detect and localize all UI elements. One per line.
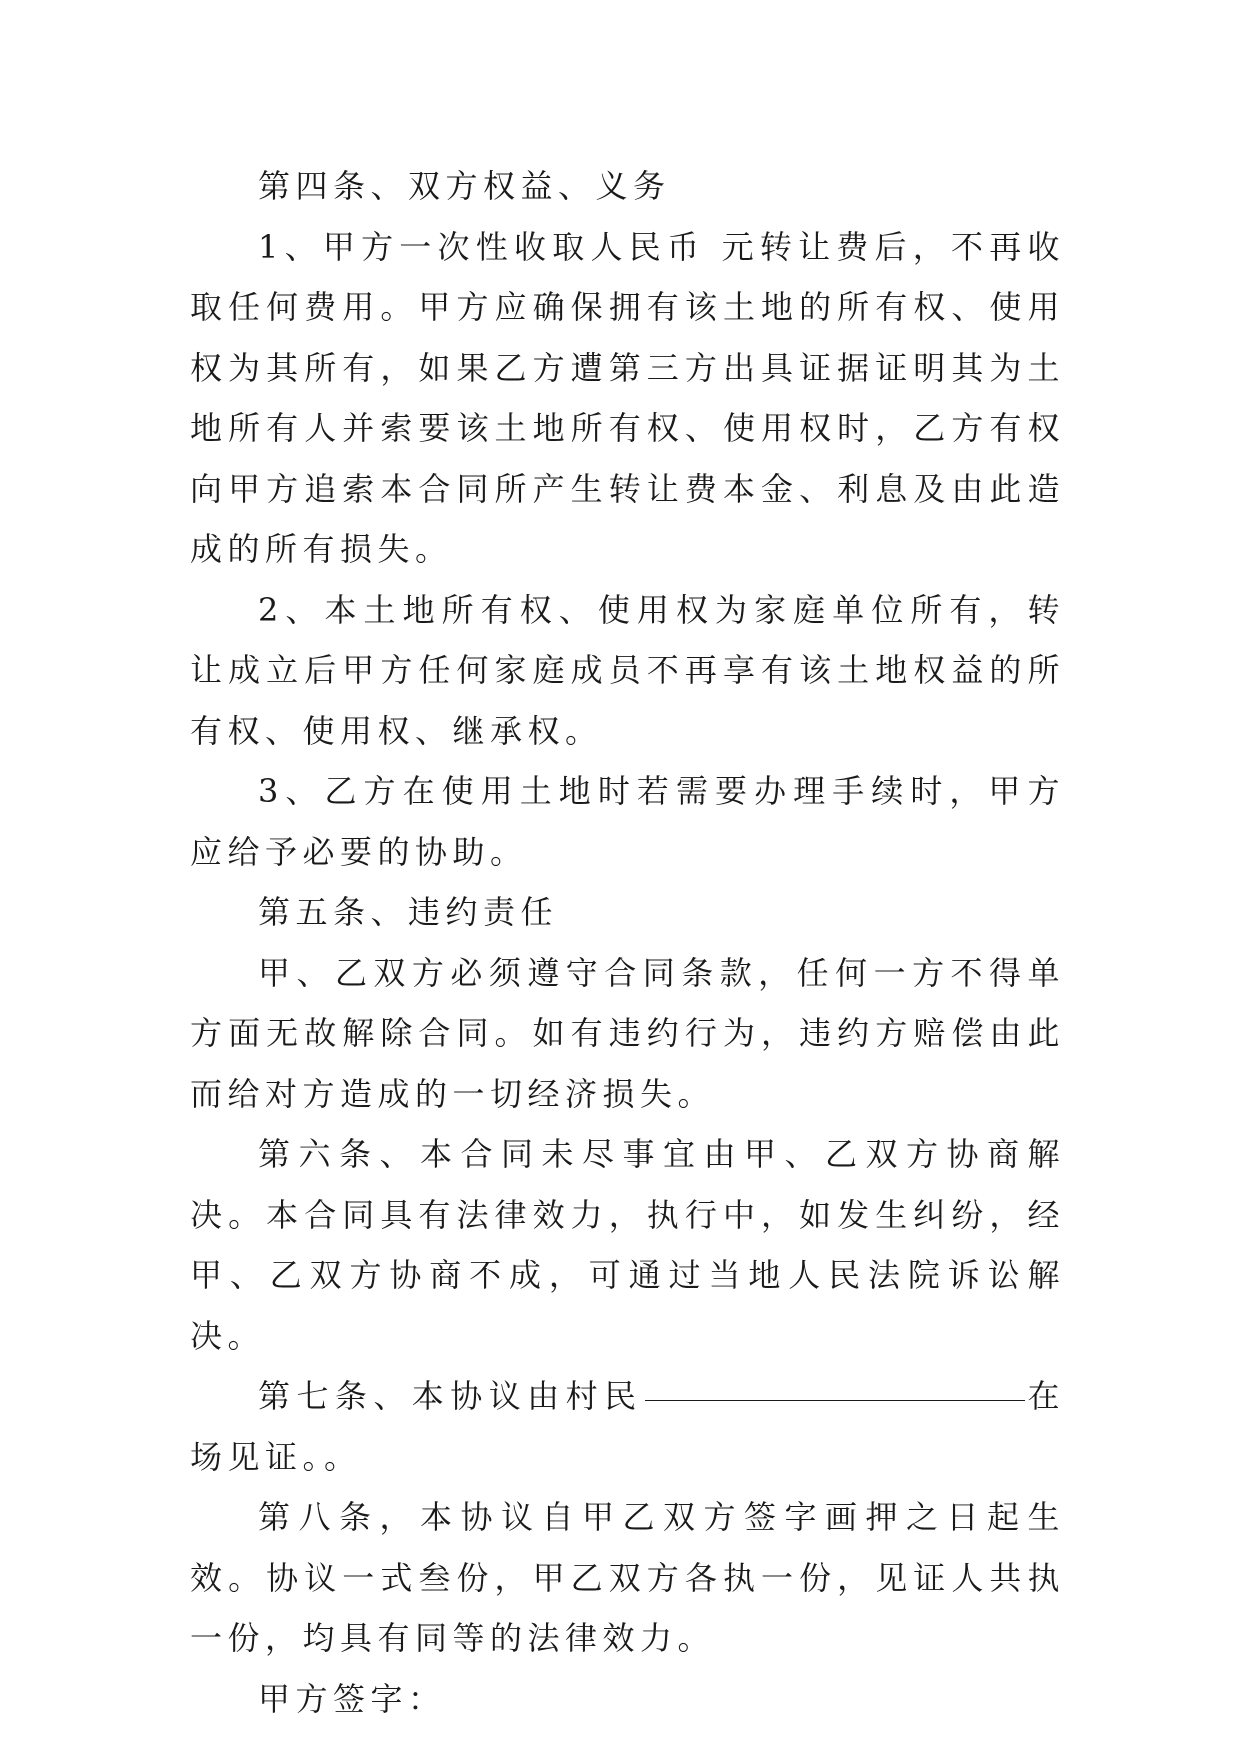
party-a-signature-label: 甲方签字：	[258, 1679, 446, 1718]
witness-name-blank	[645, 1399, 1025, 1401]
article-4-clause-3: 3、乙方在使用土地时若需要办理手续时，甲方应给予必要的协助。	[190, 772, 1065, 871]
article-4-clause-1: 1、甲方一次性收取人民币 元转让费后，不再收取任何费用。甲方应确保拥有该土地的所有权、使用权为其所有，如果乙方遭第三方出具证据证明其为土地所有人并索要该土地所有权、使用权时，乙方有权向甲方追索本合同所产生转让费本金、利息及由此造成的所有损失。	[190, 227, 1065, 568]
article-7-text-before: 第七条、本协议由村民	[258, 1377, 643, 1415]
article-7-text-after: 在场见证。。	[190, 1377, 1065, 1476]
article-7-body	[190, 1366, 1065, 1487]
article-4-heading: 第四条、双方权益、义务	[258, 167, 671, 205]
article-5-body: 甲、乙双方必须遵守合同条款，任何一方不得单方面无故解除合同。如有违约行为，违约方赔偿由此而给对方造成的一切经济损失。	[190, 953, 1065, 1113]
article-6-body: 第六条、本合同未尽事宜由甲、乙双方协商解决。本合同具有法律效力，执行中，如发生纠纷，经甲、乙双方协商不成，可通过当地人民法院诉讼解决。	[190, 1135, 1065, 1355]
article-8-body: 第八条，本协议自甲乙双方签字画押之日起生效。协议一式叁份，甲乙双方各执一份，见证人共执一份，均具有同等的法律效力。	[190, 1498, 1065, 1657]
article-4-clause-2: 2、本土地所有权、使用权为家庭单位所有，转让成立后甲方任何家庭成员不再享有该土地权益的所有权、使用权、继承权。	[190, 590, 1065, 750]
document-body	[190, 156, 1065, 1729]
article-5-heading: 第五条、违约责任	[258, 893, 559, 931]
